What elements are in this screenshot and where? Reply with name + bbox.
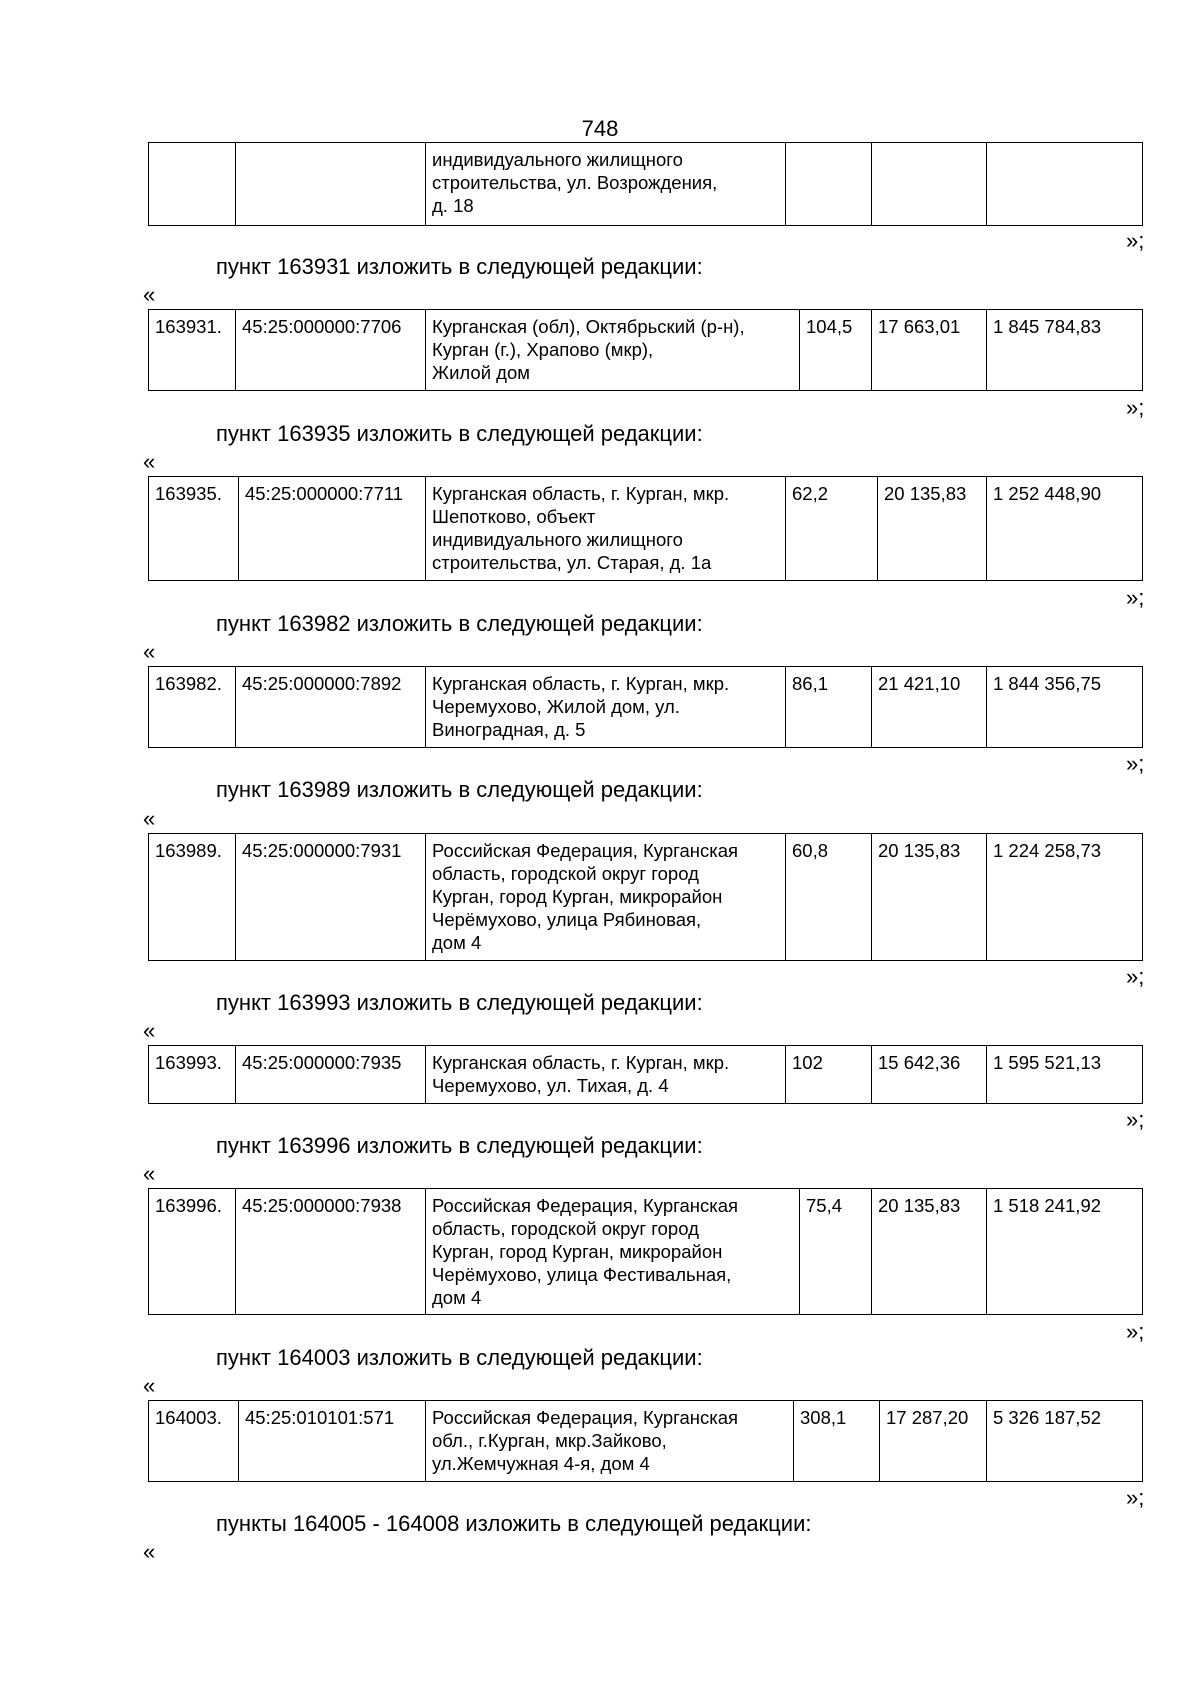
- open-quote: «: [143, 449, 156, 474]
- cell-address: Российская Федерация, Курганская область, городской округ город Курган, город Курган, микрорайон Черёмухово, улица Фестивальная, дом 4: [426, 1189, 800, 1315]
- close-quote: »;: [1126, 1319, 1145, 1344]
- instruction-text: пункты 164005 - 164008 изложить в следующей редакции:: [216, 1511, 812, 1536]
- cell-area: 60,8: [786, 834, 872, 961]
- cell-price: 15 642,36: [872, 1046, 987, 1104]
- close-quote: »;: [1126, 1107, 1145, 1132]
- cell-cadastral: 45:25:000000:7892: [236, 667, 426, 748]
- cell-area: 308,1: [794, 1401, 880, 1482]
- open-quote: «: [143, 806, 156, 831]
- cell-price: 17 287,20: [880, 1401, 987, 1482]
- open-quote: «: [143, 1539, 156, 1564]
- open-quote: «: [143, 1018, 156, 1043]
- cell-value: 5 326 187,52: [987, 1401, 1143, 1482]
- cell-price: 20 135,83: [872, 1189, 987, 1315]
- cell-area: 102: [786, 1046, 872, 1104]
- table-row: [149, 143, 1143, 226]
- cell-price: 20 135,83: [878, 477, 987, 581]
- table-row: [149, 1189, 1143, 1315]
- table-164003: [148, 1400, 1143, 1482]
- cell-cadastral: [236, 143, 426, 226]
- table-163996: [148, 1188, 1143, 1315]
- cell-cadastral: 45:25:000000:7935: [236, 1046, 426, 1104]
- instruction-text: пункт 163989 изложить в следующей редакции:: [216, 777, 703, 802]
- cell-number: 164003.: [149, 1401, 239, 1482]
- open-quote: «: [143, 1373, 156, 1398]
- cell-address: Курганская область, г. Курган, мкр. Черемухово, ул. Тихая, д. 4: [426, 1046, 786, 1104]
- table-row: [149, 1401, 1143, 1482]
- cell-price: 21 421,10: [872, 667, 987, 748]
- cell-cadastral: 45:25:000000:7938: [236, 1189, 426, 1315]
- cell-address: индивидуального жилищного строительства, ул. Возрождения, д. 18: [426, 143, 786, 226]
- cell-number: 163996.: [149, 1189, 236, 1315]
- page-number: 748: [581, 116, 619, 141]
- cell-value: 1 595 521,13: [987, 1046, 1143, 1104]
- cell-number: 163935.: [149, 477, 239, 581]
- table-row: [149, 667, 1143, 748]
- cell-value: 1 252 448,90: [987, 477, 1143, 581]
- cell-cadastral: 45:25:000000:7931: [236, 834, 426, 961]
- cell-cadastral: 45:25:000000:7711: [239, 477, 426, 581]
- cell-value: 1 518 241,92: [987, 1189, 1143, 1315]
- cell-number: 163993.: [149, 1046, 236, 1104]
- close-quote: »;: [1126, 395, 1145, 420]
- table-row: [149, 834, 1143, 961]
- cell-address: Российская Федерация, Курганская область, городской округ город Курган, город Курган, микрорайон Черёмухово, улица Рябиновая, дом 4: [426, 834, 786, 961]
- table-163982: [148, 666, 1143, 748]
- instruction-text: пункт 163935 изложить в следующей редакции:: [216, 421, 703, 446]
- open-quote: «: [143, 282, 156, 307]
- cell-number: 163982.: [149, 667, 236, 748]
- cell-price: [872, 143, 987, 226]
- cell-value: 1 224 258,73: [987, 834, 1143, 961]
- table-163989: [148, 833, 1143, 961]
- cell-value: 1 844 356,75: [987, 667, 1143, 748]
- cell-area: [786, 143, 872, 226]
- close-quote: »;: [1126, 751, 1145, 776]
- cell-area: 75,4: [800, 1189, 872, 1315]
- instruction-text: пункт 163931 изложить в следующей редакции:: [216, 254, 703, 279]
- cell-area: 86,1: [786, 667, 872, 748]
- instruction-text: пункт 164003 изложить в следующей редакции:: [216, 1345, 703, 1370]
- open-quote: «: [143, 1161, 156, 1186]
- cell-cadastral: 45:25:000000:7706: [236, 310, 426, 391]
- cell-number: [149, 143, 236, 226]
- cell-address: Курганская (обл), Октябрьский (р-н), Курган (г.), Храпово (мкр), Жилой дом: [426, 310, 800, 391]
- table-163993: [148, 1045, 1143, 1104]
- cell-address: Российская Федерация, Курганская обл., г.Курган, мкр.Зайково, ул.Жемчужная 4-я, дом 4: [426, 1401, 794, 1482]
- cell-price: 17 663,01: [872, 310, 987, 391]
- open-quote: «: [143, 639, 156, 664]
- cell-area: 104,5: [800, 310, 872, 391]
- cell-value: [987, 143, 1143, 226]
- close-quote: »;: [1126, 1485, 1145, 1510]
- instruction-text: пункт 163982 изложить в следующей редакции:: [216, 611, 703, 636]
- table-163931: [148, 309, 1143, 391]
- cell-price: 20 135,83: [872, 834, 987, 961]
- instruction-text: пункт 163993 изложить в следующей редакции:: [216, 990, 703, 1015]
- table-row: [149, 1046, 1143, 1104]
- close-quote: »;: [1126, 228, 1145, 253]
- cell-cadastral: 45:25:010101:571: [239, 1401, 426, 1482]
- table-fragment: [148, 142, 1143, 226]
- cell-number: 163989.: [149, 834, 236, 961]
- instruction-text: пункт 163996 изложить в следующей редакции:: [216, 1133, 703, 1158]
- cell-value: 1 845 784,83: [987, 310, 1143, 391]
- cell-number: 163931.: [149, 310, 236, 391]
- table-row: [149, 310, 1143, 391]
- cell-area: 62,2: [786, 477, 878, 581]
- table-163935: [148, 476, 1143, 581]
- close-quote: »;: [1126, 964, 1145, 989]
- table-row: [149, 477, 1143, 581]
- cell-address: Курганская область, г. Курган, мкр. Шепотково, объект индивидуального жилищного строительства, ул. Старая, д. 1а: [426, 477, 786, 581]
- close-quote: »;: [1126, 585, 1145, 610]
- cell-address: Курганская область, г. Курган, мкр. Черемухово, Жилой дом, ул. Виноградная, д. 5: [426, 667, 786, 748]
